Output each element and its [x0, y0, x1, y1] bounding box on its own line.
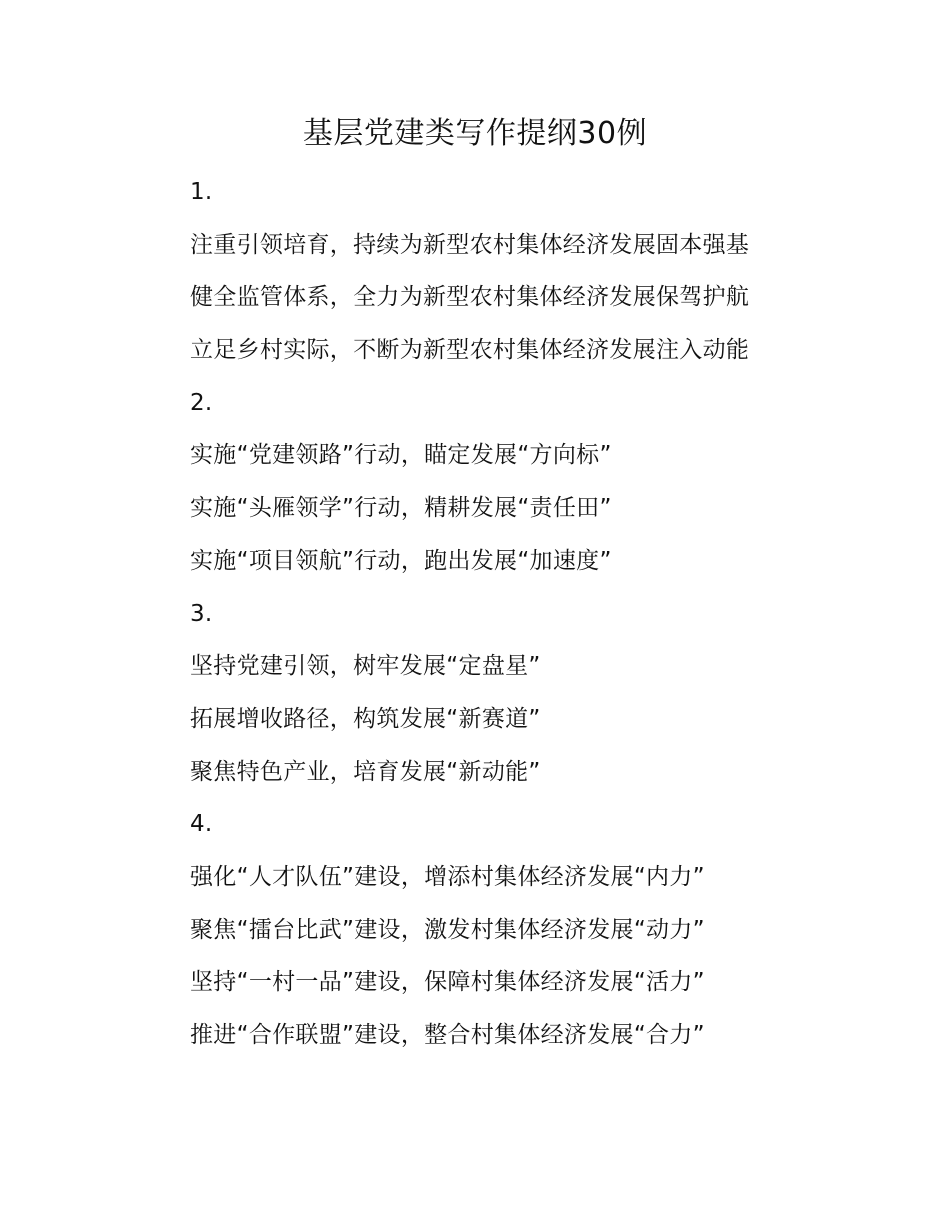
outline-line: 实施“项目领航”行动，跑出发展“加速度”	[190, 547, 612, 574]
section-number: 1.	[190, 179, 213, 205]
document-title: 基层党建类写作提纲30例	[302, 116, 648, 151]
section-number: 3.	[190, 600, 213, 627]
outline-line: 坚持“一村一品”建设，保障村集体经济发展“活力”	[190, 969, 705, 996]
section-number: 4.	[190, 811, 213, 838]
section-number: 2.	[190, 389, 213, 416]
outline-line: 聚焦特色产业，培育发展“新动能”	[190, 758, 541, 785]
outline-line: 强化“人才队伍”建设，增添村集体经济发展“内力”	[190, 863, 705, 890]
outline-line: 健全监管体系，全力为新型农村集体经济发展保驾护航	[190, 284, 750, 311]
outline-line: 拓展增收路径，构筑发展“新赛道”	[190, 705, 541, 732]
outline-line: 注重引领培育，持续为新型农村集体经济发展固本强基	[190, 231, 750, 258]
outline-line: 实施“党建领路”行动，瞄定发展“方向标”	[190, 442, 612, 469]
outline-line: 实施“头雁领学”行动，精耕发展“责任田”	[190, 495, 612, 522]
outline-line: 推进“合作联盟”建设，整合村集体经济发展“合力”	[190, 1022, 705, 1048]
outline-line: 立足乡村实际，不断为新型农村集体经济发展注入动能	[190, 337, 750, 364]
outline-line: 坚持党建引领，树牢发展“定盘星”	[190, 653, 541, 680]
document-body	[190, 172, 810, 1068]
outline-line: 聚焦“擂台比武”建设，激发村集体经济发展“动力”	[190, 916, 705, 943]
